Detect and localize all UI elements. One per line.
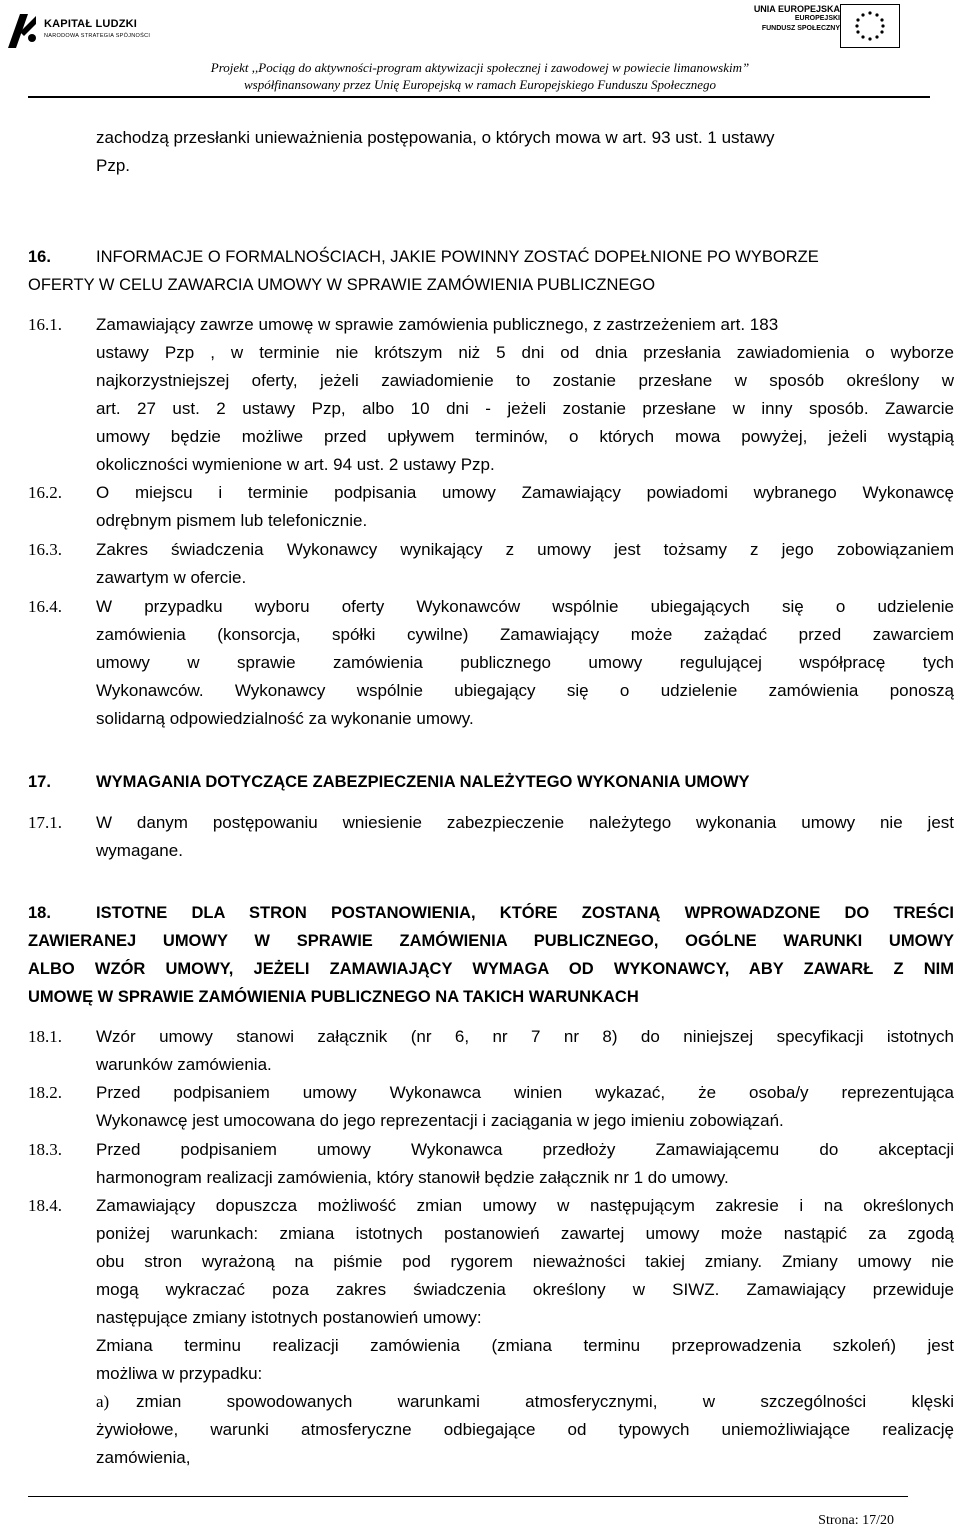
kapital-ludzki-logo xyxy=(6,10,151,52)
para-18-4-line-1: Zamawiający dopuszcza możliwość zmian umowy w następującym zakresie i na określonych xyxy=(96,1196,954,1215)
section-16-title-line-1: INFORMACJE O FORMALNOŚCIACH, JAKIE POWINNY ZOSTAĆ DOPEŁNIONE PO WYBORZE xyxy=(96,248,819,266)
para-18-4-line-3: obu stron wyrażoną na piśmie pod rygorem nieważności takiej zmiany. Zmiany umowy nie xyxy=(96,1252,954,1271)
eu-logo-line1: UNIA EUROPEJSKA xyxy=(753,4,840,14)
para-17-1-line-2: wymagane. xyxy=(96,841,183,860)
para-16-1-line-1: Zamawiający zawrze umowę w sprawie zamówienia publicznego, z zastrzeżeniem art. 183 xyxy=(96,315,779,334)
para-18-3-number: 18.3. xyxy=(28,1140,62,1159)
header-divider xyxy=(28,96,930,98)
section-18-number: 18. xyxy=(28,904,51,922)
project-title-line2: współfinansowany przez Unię Europejską w ramach Europejskiego Funduszu Społecznego xyxy=(243,77,717,92)
section-18-title-line-1: ISTOTNE DLA STRON POSTANOWIENIA, KTÓRE ZOSTANĄ WPROWADZONE DO TREŚCI xyxy=(96,904,954,922)
para-16-3-line-2: zawartym w ofercie. xyxy=(96,568,247,587)
para-16-4-line-5: solidarną odpowiedzialność za wykonanie umowy. xyxy=(96,709,474,728)
intro-line-2: Pzp. xyxy=(96,156,131,175)
para-16-4-line-1: W przypadku wyboru oferty Wykonawców wspólnie ubiegających się o udzielenie xyxy=(96,597,954,616)
section-17-number: 17. xyxy=(28,773,51,791)
para-18-3-line-2: harmonogram realizacji zamówienia, który stanowił będzie załącznik nr 1 do umowy. xyxy=(96,1168,729,1187)
section-18-title-line-2: ZAWIERANEJ UMOWY W SPRAWIE ZAMÓWIENIA PUBLICZNEGO, OGÓLNE WARUNKI UMOWY xyxy=(28,932,954,950)
para-16-3-line-1: Zakres świadczenia Wykonawcy wynikający z umowy jest tożsamy z jego zobowiązaniem xyxy=(96,540,954,559)
footer-divider xyxy=(28,1496,908,1497)
para-18-3-line-1: Przed podpisaniem umowy Wykonawca przedłoży Zamawiającemu do akceptacji xyxy=(96,1140,954,1159)
kapital-ludzki-subtitle: NARODOWA STRATEGIA SPÓJNOŚCI xyxy=(44,33,151,39)
page-number: Strona: 17/20 xyxy=(818,1513,894,1528)
kapital-ludzki-title: KAPITAŁ LUDZKI xyxy=(44,18,138,30)
section-17-title: WYMAGANIA DOTYCZĄCE ZABEZPIECZENIA NALEŻYTEGO WYKONANIA UMOWY xyxy=(96,773,750,791)
para-16-4-line-3: umowy w sprawie zamówienia publicznego umowy regulującej współpracę tych xyxy=(96,653,954,672)
para-17-1-line-1: W danym postępowaniu wniesienie zabezpieczenie należytego wykonania umowy nie jest xyxy=(96,813,954,832)
para-18-4-line-5: następujące zmiany istotnych postanowień umowy: xyxy=(96,1308,482,1327)
para-18-2-line-2: Wykonawcę jest umocowana do jego reprezentacji i zaciągania w jego imieniu zobowiązań. xyxy=(96,1111,784,1130)
project-title-line1: Projekt ,,Pociąg do aktywności-program aktywizacji społecznej i zawodowej w powiecie limanowskim” xyxy=(210,60,750,75)
intro-line-1: zachodzą przesłanki unieważnienia postępowania, o których mowa w art. 93 ust. 1 ustawy xyxy=(96,128,775,147)
para-16-1-number: 16.1. xyxy=(28,315,62,334)
para-16-1-line-3: najkorzystniejszej oferty, jeżeli zawiadomienie to zostanie przesłane w sposób określony w xyxy=(96,371,954,390)
section-18-title-line-3: ALBO WZÓR UMOWY, JEŻELI ZAMAWIAJĄCY WYMAGA OD WYKONAWCY, ABY ZAWARŁ Z NIM xyxy=(28,960,954,978)
section-16-title-line-2: OFERTY W CELU ZAWARCIA UMOWY W SPRAWIE ZAMÓWIENIA PUBLICZNEGO xyxy=(28,276,656,294)
para-16-1-line-6: okoliczności wymienione w art. 94 ust. 2 ustawy Pzp. xyxy=(96,455,495,474)
para-18-4-line-7: możliwa w przypadku: xyxy=(96,1364,263,1383)
para-16-4-line-4: Wykonawców. Wykonawcy wspólnie ubiegający się o udzielenie zamówienia ponoszą xyxy=(96,681,954,700)
section-18-title-line-4: UMOWĘ W SPRAWIE ZAMÓWIENIA PUBLICZNEGO NA TAKICH WARUNKACH xyxy=(28,988,639,1006)
para-16-2-line-2: odrębnym pismem lub telefonicznie. xyxy=(96,511,368,530)
item-a-label: a) xyxy=(96,1392,110,1411)
para-16-2-number: 16.2. xyxy=(28,483,62,502)
item-a-line-2: żywiołowe, warunki atmosferyczne odbiegające od typowych uniemożliwiające realizację xyxy=(96,1420,954,1439)
para-18-4-line-6: Zmiana terminu realizacji zamówienia (zmiana terminu przeprowadzenia szkoleń) jest xyxy=(96,1336,954,1355)
para-16-2-line-1: O miejscu i terminie podpisania umowy Zamawiający powiadomi wybranego Wykonawcę xyxy=(96,483,954,502)
para-18-4-number: 18.4. xyxy=(28,1196,62,1215)
para-16-1-line-5: umowy będzie możliwe przed upływem terminów, o których mowa powyżej, jeżeli wystąpią xyxy=(96,427,954,446)
para-16-4-line-2: zamówienia (konsorcja, spółki cywilne) Zamawiający może zażądać przed zawarciem xyxy=(96,625,954,644)
para-18-1-line-2: warunków zamówienia. xyxy=(96,1055,272,1074)
item-a-line-1: zmian spowodowanych warunkami atmosferycznymi, w szczególności klęski xyxy=(136,1392,954,1411)
para-16-3-number: 16.3. xyxy=(28,540,62,559)
kapital-ludzki-emblem-icon xyxy=(6,10,38,50)
section-16-number: 16. xyxy=(28,248,51,266)
para-18-1-line-1: Wzór umowy stanowi załącznik (nr 6, nr 7 nr 8) do niniejszej specyfikacji istotnych xyxy=(96,1027,954,1046)
para-16-4-number: 16.4. xyxy=(28,597,62,616)
para-18-2-number: 18.2. xyxy=(28,1083,62,1102)
eu-logo-text xyxy=(754,4,840,34)
item-a-line-3: zamówienia, xyxy=(96,1448,191,1467)
para-16-1-line-4: art. 27 ust. 2 ustawy Pzp, albo 10 dni - jeżeli zostanie przesłane w inny sposób. Zawarcie xyxy=(96,399,954,418)
para-16-1-line-2: ustawy Pzp , w terminie nie krótszym niż 5 dni od dnia przesłania zawiadomienia o wyborze xyxy=(96,343,954,362)
page-header xyxy=(0,0,960,100)
eu-logo-line2: EUROPEJSKI xyxy=(794,15,840,22)
eu-flag-icon xyxy=(840,4,900,48)
eu-logo xyxy=(738,4,900,50)
para-18-4-line-4: mogą wykraczać poza zakres świadczenia określony w SIWZ. Zamawiający przewiduje xyxy=(96,1280,954,1299)
para-18-2-line-1: Przed podpisaniem umowy Wykonawca winien wykazać, że osoba/y reprezentująca xyxy=(96,1083,954,1102)
para-18-1-number: 18.1. xyxy=(28,1027,62,1046)
para-17-1-number: 17.1. xyxy=(28,813,62,832)
eu-logo-line3: FUNDUSZ SPOŁECZNY xyxy=(761,25,840,32)
para-18-4-line-2: poniżej warunkach: zmiana istotnych postanowień zawartej umowy może nastąpić za zgodą xyxy=(96,1224,954,1243)
